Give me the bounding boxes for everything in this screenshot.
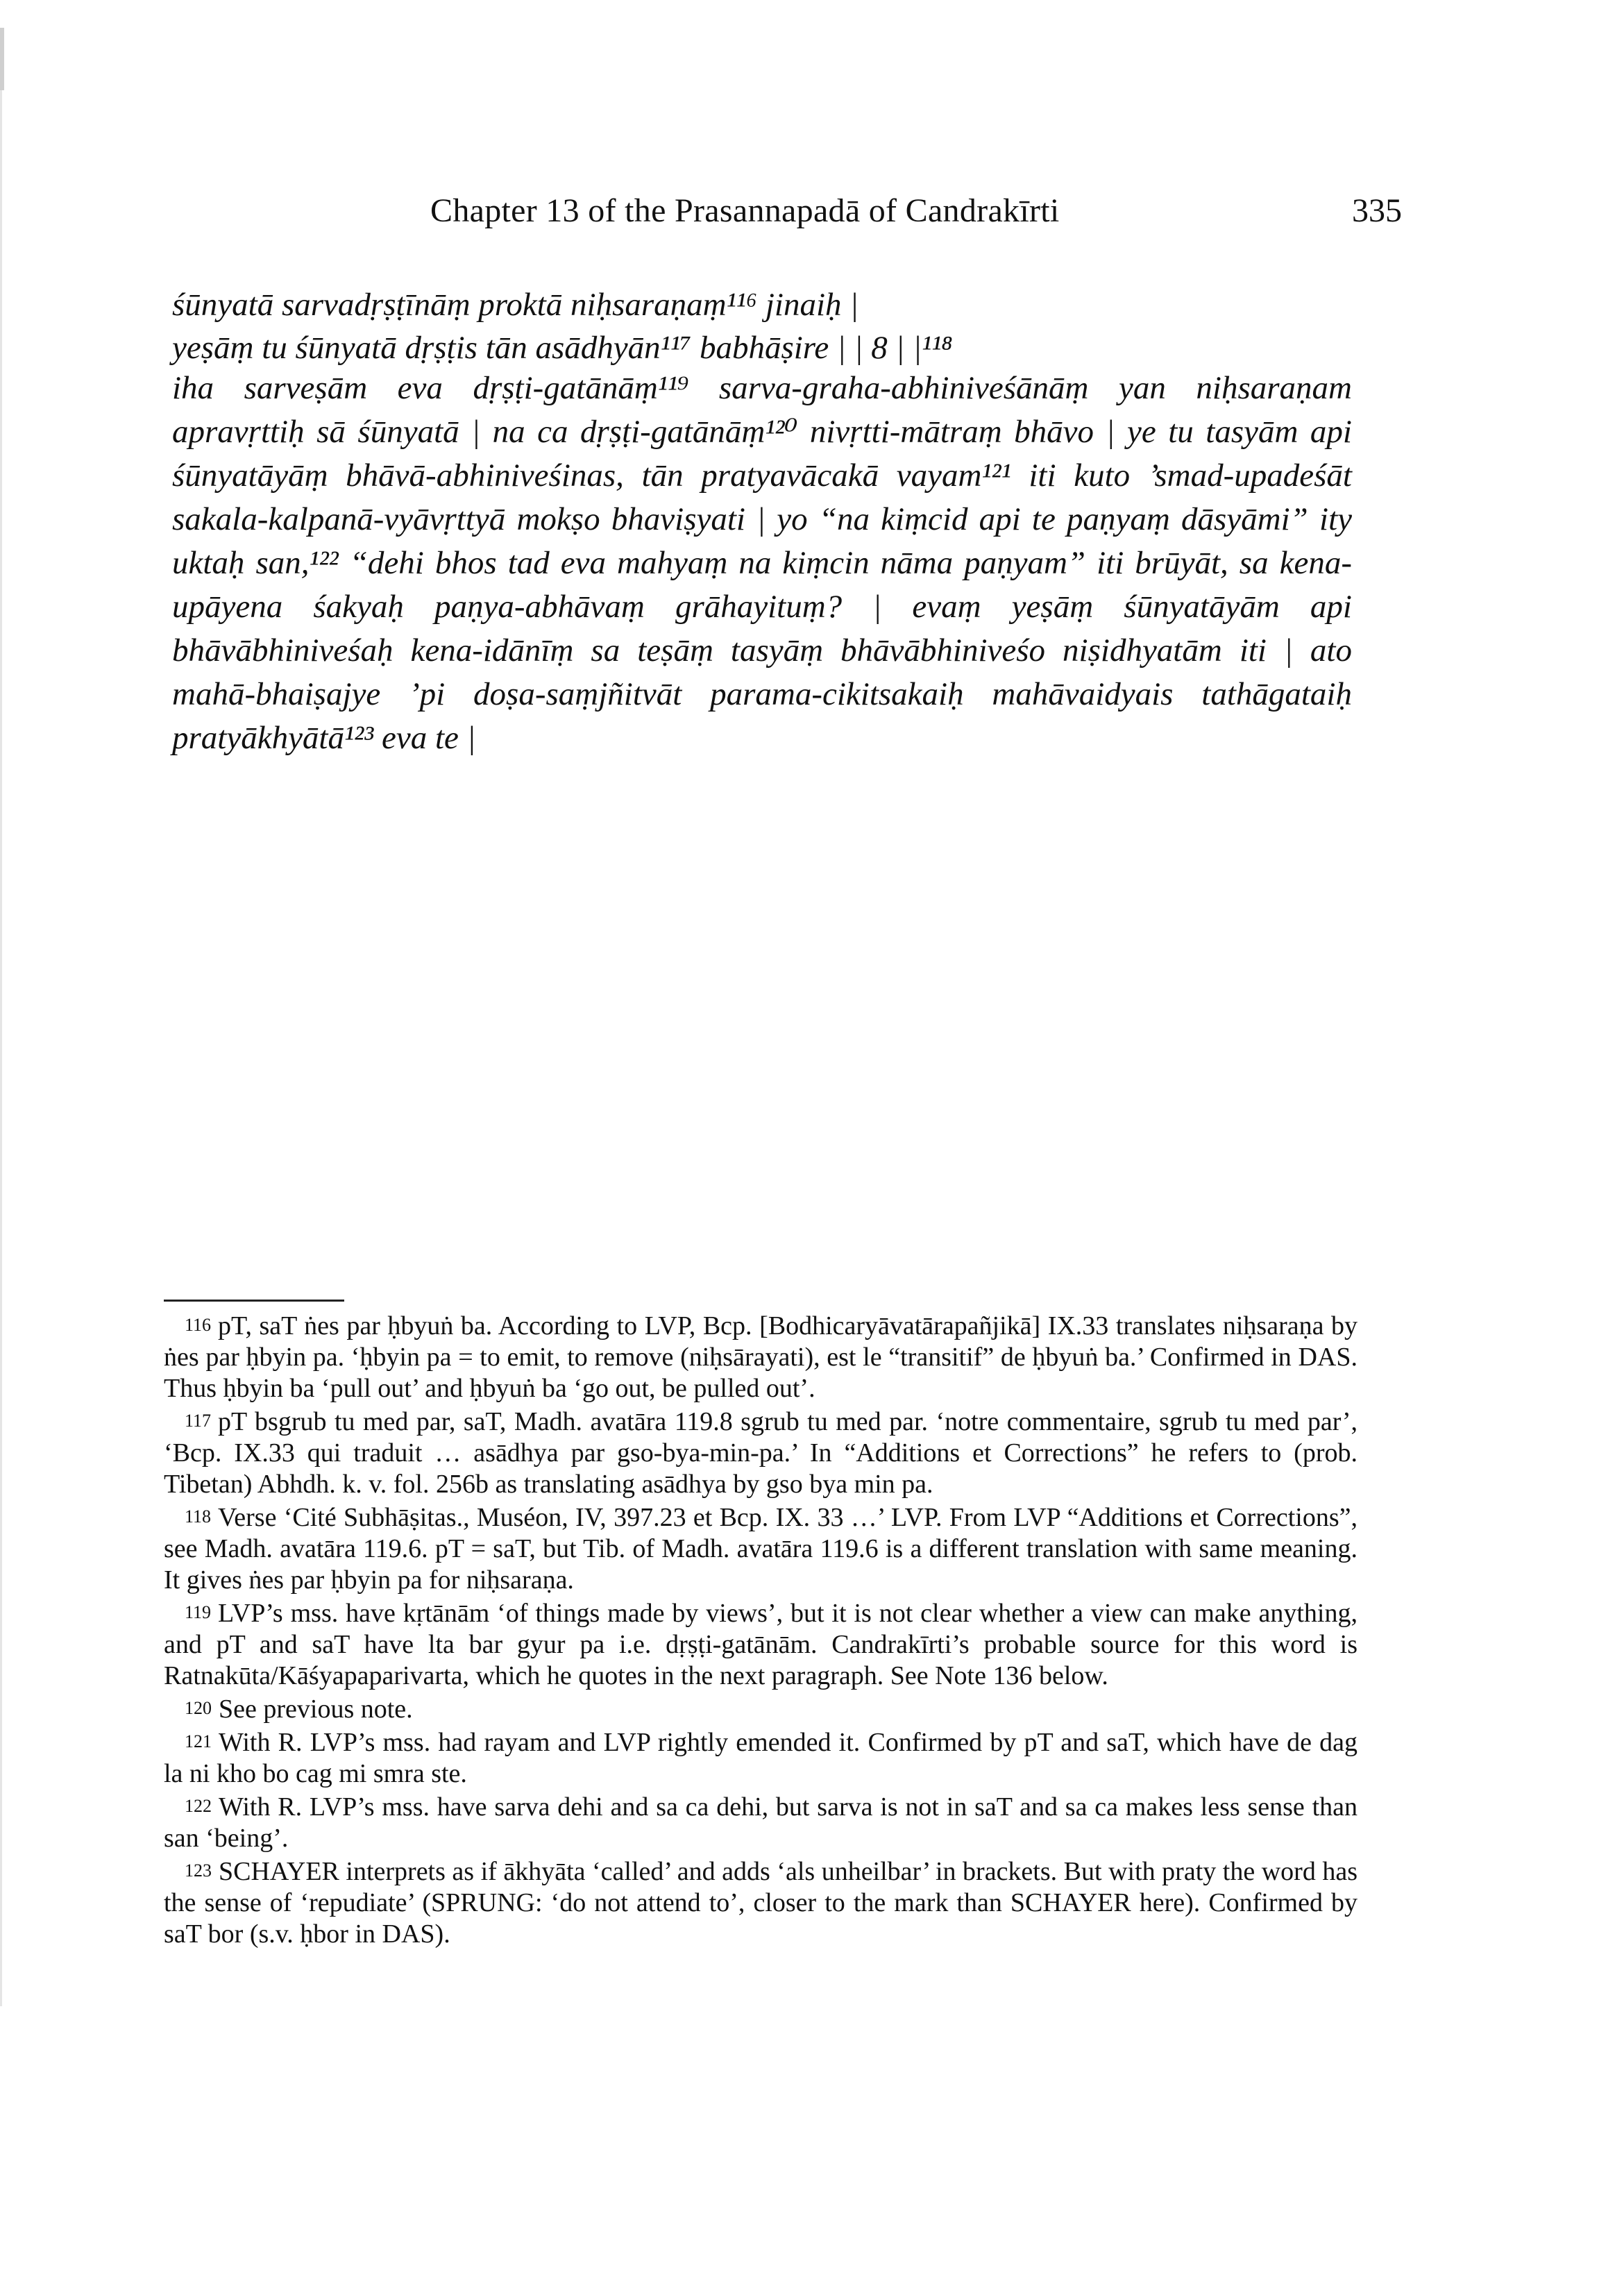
scan-edge-mark: [0, 28, 4, 90]
footnote-text: pT, saT ṅes par ḥbyuṅ ba. According to LVP, Bcp. [Bodhicaryāvatārapañjikā] IX.33 translates niḥsaraṇa by ṅes par ḥbyin pa. ‘ḥbyin pa = to emit, to remove (niḥsārayati), est le “transitif” de ḥbyuṅ ba.’ Confirmed in DAS. Thus ḥbyin ba ‘pull out’ and ḥbyuṅ ba ‘go out, be pulled out’.: [164, 1311, 1357, 1403]
commentary-paragraph: iha sarveṣām eva dṛṣṭi-gatānāṃ¹¹⁹ sarva-graha-abhiniveśānāṃ yan niḥsaraṇam apravṛttiḥ sā śūnyatā | na ca dṛṣṭi-gatānāṃ¹²⁰ nivṛtti-mātraṃ bhāvo | ye tu tasyām api śūnyatāyāṃ bhāvā-abhiniveśinas, tān pratyavācakā vayam¹²¹ iti kuto ’smad-upadeśāt sakala-kalpanā-vyāvṛttyā mokṣo bhaviṣyati | yo “na kiṃcid api te paṇyaṃ dāsyāmi” ity uktaḥ san,¹²² “dehi bhos tad eva mahyaṃ na kiṃcin nāma paṇyam” iti brūyāt, sa kena-upāyena śakyaḥ paṇya-abhāvaṃ grāhayituṃ? | evaṃ yeṣāṃ śūnyatāyām api bhāvābhiniveśaḥ kena-idānīṃ sa teṣāṃ tasyāṃ bhāvābhiniveśo niṣidhyatām iti | ato mahā-bhaiṣajye ’pi doṣa-saṃjñitvāt parama-cikitsakaiḥ mahāvaidyais tathāgataiḥ pratyākhyātā¹²³ eva te |: [172, 370, 1352, 756]
footnote-116: [164, 1311, 1357, 1404]
footnote-122: [164, 1792, 1357, 1854]
footnote-divider: [164, 1300, 344, 1302]
verse-block: [172, 283, 1352, 369]
footnote-number: 122: [185, 1796, 212, 1816]
footnote-text: Verse ‘Cité Subhāṣitas., Muséon, IV, 397.23 et Bcp. IX. 33 …’ LVP. From LVP “Additions et Corrections”, see Madh. avatāra 119.6. pT = saT, but Tib. of Madh. avatāra 119.6 is a different translation with same meaning. It gives ṅes par ḥbyin pa for niḥsaraṇa.: [164, 1503, 1357, 1595]
footnote-119: [164, 1598, 1357, 1692]
footnote-text: pT bsgrub tu med par, saT, Madh. avatāra 119.8 sgrub tu med par. ‘notre commentaire, sgrub tu med par’, ‘Bcp. IX.33 qui traduit … asādhya par gso-bya-min-pa.’ In “Additions et Corrections” he refers to (prob. Tibetan) Abhdh. k. v. fol. 256b as translating asādhya by gso bya min pa.: [164, 1407, 1357, 1499]
footnote-text: SCHAYER interprets as if ākhyāta ‘called’ and adds ‘als unheilbar’ in brackets. But with praty the word has the sense of ‘repudiate’ (SPRUNG: ‘do not attend to’, closer to the mark than SCHAYER here). Confirmed by saT bor (s.v. ḥbor in DAS).: [164, 1857, 1357, 1949]
footnote-number: 117: [185, 1411, 212, 1431]
footnote-118: [164, 1502, 1357, 1596]
footnote-123: [164, 1856, 1357, 1950]
running-title: Chapter 13 of the Prasannapadā of Candrakīrti: [430, 192, 1060, 229]
footnote-number: 121: [185, 1731, 212, 1751]
page-number: 335: [1352, 192, 1402, 229]
footnotes: [164, 1311, 1357, 1952]
footnote-text: With R. LVP’s mss. have sarva dehi and sa ca dehi, but sarva is not in saT and sa ca makes less sense than san ‘being’.: [164, 1792, 1357, 1853]
footnote-117: [164, 1406, 1357, 1500]
scan-edge-line: [0, 90, 2, 2006]
footnote-number: 123: [185, 1860, 212, 1881]
page-header: [139, 192, 1402, 247]
verse-line-1: śūnyatā sarvadṛṣṭīnāṃ proktā niḥsaraṇaṃ¹¹⁶ jinaiḥ |: [172, 287, 859, 323]
footnote-text: With R. LVP’s mss. had rayam and LVP rightly emended it. Confirmed by pT and saT, which have de dag la ni kho bo cag mi smra ste.: [164, 1728, 1357, 1788]
footnote-number: 119: [185, 1602, 212, 1622]
footnote-text: LVP’s mss. have kṛtānām ‘of things made by views’, but it is not clear whether a view can make anything, and pT and saT have lta bar gyur pa i.e. dṛṣṭi-gatānām. Candrakīrti’s probable source for this word is Ratnakūta/Kāśyapaparivarta, which he quotes in the next paragraph. See Note 136 below.: [164, 1599, 1357, 1690]
footnote-121: [164, 1727, 1357, 1790]
footnote-120: [164, 1694, 1357, 1725]
footnote-number: 120: [185, 1698, 212, 1718]
verse-line-2: yeṣāṃ tu śūnyatā dṛṣṭis tān asādhyān¹¹⁷ babhāṣire | | 8 | |¹¹⁸: [172, 330, 953, 366]
footnote-text: See previous note.: [219, 1695, 413, 1724]
footnote-number: 116: [185, 1315, 212, 1335]
footnote-number: 118: [185, 1506, 212, 1527]
